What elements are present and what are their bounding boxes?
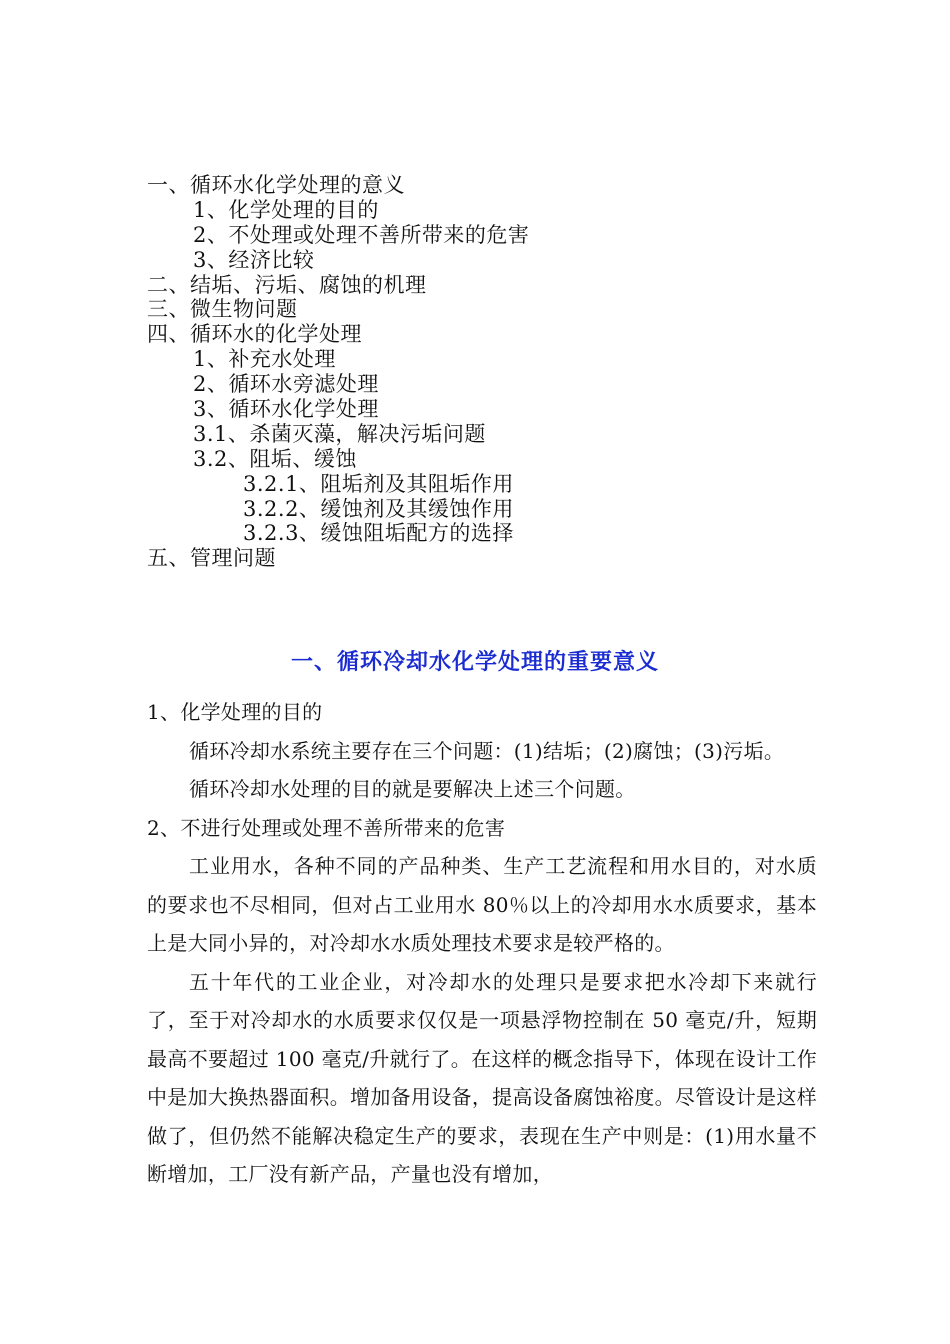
section-body — [147, 693, 817, 1194]
toc-item: 3.2.2、缓蚀剂及其缓蚀作用 — [243, 496, 514, 521]
toc-item: 3.2.3、缓蚀阻垢配方的选择 — [243, 521, 514, 546]
paragraph: 循环冷却水处理的目的就是要解决上述三个问题。 — [189, 777, 636, 801]
toc-item: 3、经济比较 — [193, 247, 315, 272]
toc-item: 一、循环水化学处理的意义 — [147, 173, 405, 197]
toc-item: 二、结垢、污垢、腐蚀的机理 — [147, 272, 427, 297]
toc-item: 3.2、阻垢、缓蚀 — [193, 446, 357, 471]
toc-item: 3.1、杀菌灭藻，解决污垢问题 — [193, 421, 486, 446]
toc-item: 三、微生物问题 — [147, 297, 298, 322]
toc-item: 四、循环水的化学处理 — [147, 322, 362, 347]
paragraph: 工业用水，各种不同的产品种类、生产工艺流程和用水目的，对水质的要求也不尽相同，但对占工业用水 80％以上的冷却用水水质要求，基本上是大同小异的，对冷却水水质处理技术要求是较严格的。 — [147, 854, 817, 955]
toc-item: 2、循环水旁滤处理 — [193, 372, 379, 397]
toc-item: 1、补充水处理 — [193, 347, 336, 372]
toc-item: 2、不处理或处理不善所带来的危害 — [193, 222, 530, 247]
toc-item: 五、管理问题 — [147, 546, 276, 571]
paragraph: 循环冷却水系统主要存在三个问题：(1)结垢；(2)腐蚀；(3)污垢。 — [189, 738, 785, 763]
section-heading: 一、循环冷却水化学处理的重要意义 — [290, 650, 659, 675]
toc-item: 3、循环水化学处理 — [193, 397, 379, 422]
paragraph: 五十年代的工业企业，对冷却水的处理只是要求把水冷却下来就行了，至于对冷却水的水质要求仅仅是一项悬浮物控制在 50 毫克/升，短期最高不要超过 100 毫克/升就行了。在这样的概念指导下，体现在设计工作中是加大换热器面积。增加备用设备，提高设备腐蚀裕度。尽管设计是这样做了，但仍然不能解决稳定生产的要求，表现在生产中则是：(1)用水量不断增加，工厂没有新产品，产量也没有增加， — [147, 969, 817, 1186]
subsection-title: 2、不进行处理或处理不善所带来的危害 — [147, 815, 506, 840]
toc-item: 1、化学处理的目的 — [193, 197, 379, 222]
toc-item: 3.2.1、阻垢剂及其阻垢作用 — [243, 471, 514, 496]
subsection-title: 1、化学处理的目的 — [147, 700, 323, 724]
table-of-contents — [147, 173, 529, 571]
